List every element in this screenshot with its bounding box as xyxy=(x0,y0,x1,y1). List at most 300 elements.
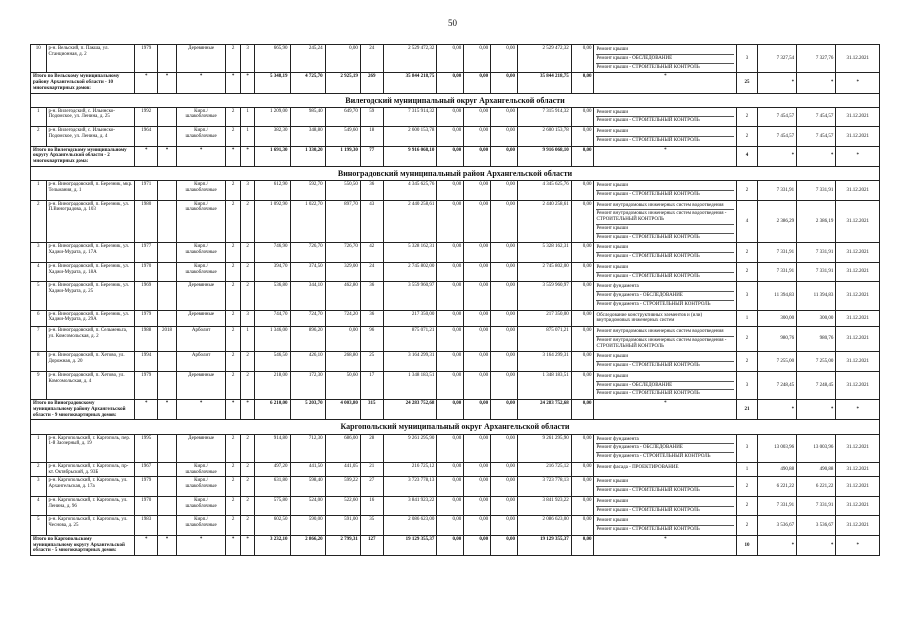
works-cell xyxy=(594,200,737,243)
q-cell: 3 xyxy=(737,45,758,73)
tot-cell: 3 841 923,22 xyxy=(383,496,437,516)
f5-cell: 0,00 xyxy=(571,352,594,372)
a-cell: 746,90 xyxy=(255,243,290,263)
dt-cell: 31.12.2021 xyxy=(836,127,880,147)
a-cell: 1 346,00 xyxy=(255,327,290,352)
total-s1-cell: * xyxy=(757,400,796,420)
total-works-cell: * xyxy=(594,535,737,555)
total-s2-cell: * xyxy=(797,146,836,166)
f3-cell: 0,00 xyxy=(491,200,518,243)
total-ppl-cell: 127 xyxy=(360,535,383,555)
total-f4-cell: 19 129 355,37 xyxy=(517,535,571,555)
table-row xyxy=(31,434,880,462)
fl-cell: 2 xyxy=(226,516,240,536)
total-y2-cell: * xyxy=(158,400,177,420)
q-cell: 1 xyxy=(737,310,758,327)
b-cell: 374,50 xyxy=(290,262,325,282)
total-f2-cell: 0,00 xyxy=(464,146,491,166)
f1-cell: 0,00 xyxy=(437,45,464,73)
work-item: Ремонт крыши - СТРОИТЕЛЬНЫЙ КОНТРОЛЬ xyxy=(596,191,700,197)
total-y1-cell: * xyxy=(135,535,158,555)
f4-cell: 2 440 258,61 xyxy=(517,200,571,243)
s1-cell: 7 331,91 xyxy=(757,262,796,282)
s2-cell: 7 331,91 xyxy=(797,262,836,282)
y2-cell xyxy=(158,127,177,147)
row-number-cell: 8 xyxy=(31,352,47,372)
total-dt-cell: * xyxy=(836,535,880,555)
f2-cell: 0,00 xyxy=(464,434,491,462)
mat-cell: Кирп./ шлакоблочные xyxy=(176,243,226,263)
f2-cell: 0,00 xyxy=(464,462,491,477)
table-row xyxy=(31,310,880,327)
f1-cell: 0,00 xyxy=(437,371,464,399)
f4-cell: 2 529 472,32 xyxy=(517,45,571,73)
y2-cell xyxy=(158,181,177,201)
q-cell: 2 xyxy=(737,496,758,516)
f3-cell: 0,00 xyxy=(491,327,518,352)
f1-cell: 0,00 xyxy=(437,462,464,477)
y1-cell: 1979 xyxy=(135,45,158,73)
fl-cell: 2 xyxy=(226,262,240,282)
address-cell: р-н. Каргопольский, г. Каргополь, ул. Ленина, д. 96 xyxy=(46,496,135,516)
fl-cell: 2 xyxy=(226,352,240,372)
ppl-cell: 43 xyxy=(360,200,383,243)
ppl-cell: 59 xyxy=(360,107,383,127)
b-cell: 344,10 xyxy=(290,282,325,310)
work-item: Ремонт крыши xyxy=(596,517,734,526)
works-cell xyxy=(594,477,737,497)
row-number-cell: 1 xyxy=(31,107,47,127)
f1-cell: 0,00 xyxy=(437,477,464,497)
total-f1-cell: 0,00 xyxy=(437,146,464,166)
table-row xyxy=(31,496,880,516)
total-f2-cell: 0,00 xyxy=(464,73,491,93)
f5-cell: 0,00 xyxy=(571,200,594,243)
work-item: Ремонт крыши xyxy=(596,498,734,507)
work-item: Ремонт крыши - СТРОИТЕЛЬНЫЙ КОНТРОЛЬ xyxy=(596,234,700,240)
c-cell: 549,60 xyxy=(325,127,360,147)
dt-cell: 31.12.2021 xyxy=(836,200,880,243)
works-cell xyxy=(594,516,737,536)
work-item: Ремонт внутридомовых инженерных систем водоотведения xyxy=(596,328,734,337)
tot-cell: 4 345 625,76 xyxy=(383,181,437,201)
work-item: Ремонт крыши - СТРОИТЕЛЬНЫЙ КОНТРОЛЬ xyxy=(596,254,700,260)
total-f5-cell: 0,00 xyxy=(571,146,594,166)
f4-cell: 2 745 802,00 xyxy=(517,262,571,282)
total-row xyxy=(31,73,880,93)
y1-cell: 1964 xyxy=(135,127,158,147)
b-cell: 441,50 xyxy=(290,462,325,477)
a-cell: 497,20 xyxy=(255,462,290,477)
y2-cell xyxy=(158,282,177,310)
page-number: 50 xyxy=(448,18,457,28)
f2-cell: 0,00 xyxy=(464,327,491,352)
total-y1-cell: * xyxy=(135,146,158,166)
total-f1-cell: 0,00 xyxy=(437,73,464,93)
a-cell: 575,80 xyxy=(255,496,290,516)
total-tot-cell: 19 129 355,37 xyxy=(383,535,437,555)
fl-cell: 2 xyxy=(226,434,240,462)
f2-cell: 0,00 xyxy=(464,107,491,127)
total-works-cell: * xyxy=(594,146,737,166)
address-cell: р-н. Виноградовский, п. Березник, ул. П.Виноградова, д. 103 xyxy=(46,200,135,243)
f4-cell: 3 164 299,31 xyxy=(517,352,571,372)
work-item: Ремонт фасада - ПРОЕКТИРОВАНИЕ xyxy=(596,464,679,470)
s1-cell: 7 454,57 xyxy=(757,127,796,147)
table-row xyxy=(31,327,880,352)
y2-cell xyxy=(158,200,177,243)
address-cell: р-н. Каргопольский, г. Каргополь, пер. 1-й Заозерный, д. 19 xyxy=(46,434,135,462)
mat-cell: Кирп./ шлакоблочные xyxy=(176,462,226,477)
c-cell: 550,50 xyxy=(325,181,360,201)
en-cell: 2 xyxy=(240,462,254,477)
en-cell: 2 xyxy=(240,282,254,310)
f5-cell: 0,00 xyxy=(571,496,594,516)
a-cell: 394,70 xyxy=(255,262,290,282)
work-item: Ремонт крыши xyxy=(596,225,734,234)
work-item: Ремонт крыши - СТРОИТЕЛЬНЫЙ КОНТРОЛЬ xyxy=(596,507,700,513)
en-cell: 2 xyxy=(240,496,254,516)
table-row xyxy=(31,200,880,243)
s1-cell: 11 394,83 xyxy=(757,282,796,310)
work-item: Ремонт крыши - СТРОИТЕЛЬНЫЙ КОНТРОЛЬ xyxy=(596,137,700,143)
work-item: Ремонт фундамента xyxy=(596,436,734,445)
total-f3-cell: 0,00 xyxy=(491,400,518,420)
address-cell: р-н. Виноградовский, п. Березник, ул. Хаджи-Мурата, д. 25 xyxy=(46,282,135,310)
f3-cell: 0,00 xyxy=(491,496,518,516)
total-q-cell: 4 xyxy=(737,146,758,166)
c-cell: 897,70 xyxy=(325,200,360,243)
b-cell: 712,30 xyxy=(290,434,325,462)
s2-cell: 7 248,45 xyxy=(797,371,836,399)
ppl-cell: 28 xyxy=(360,434,383,462)
s2-cell: 6 221,22 xyxy=(797,477,836,497)
f2-cell: 0,00 xyxy=(464,262,491,282)
y2-cell xyxy=(158,352,177,372)
f2-cell: 0,00 xyxy=(464,127,491,147)
ppl-cell: 36 xyxy=(360,282,383,310)
en-cell: 1 xyxy=(240,127,254,147)
address-cell: р-н. Вилегодский, с. Ильинско-Подомское, ул. Ленина, д. 4 xyxy=(46,127,135,147)
b-cell: 348,80 xyxy=(290,127,325,147)
total-fl-cell: * xyxy=(226,400,240,420)
y1-cell: 1970 xyxy=(135,262,158,282)
f4-cell: 875 071,21 xyxy=(517,327,571,352)
total-b-cell: 5 203,70 xyxy=(290,400,325,420)
work-item: Ремонт крыши xyxy=(596,244,734,253)
y1-cell: 1971 xyxy=(135,181,158,201)
dt-cell: 31.12.2021 xyxy=(836,45,880,73)
s2-cell: 2 386,19 xyxy=(797,200,836,243)
f2-cell: 0,00 xyxy=(464,496,491,516)
c-cell: 268,80 xyxy=(325,352,360,372)
en-cell: 2 xyxy=(240,243,254,263)
en-cell: 2 xyxy=(240,262,254,282)
total-en-cell: * xyxy=(240,535,254,555)
row-number-cell: 3 xyxy=(31,243,47,263)
total-en-cell: * xyxy=(240,146,254,166)
row-number-cell: 2 xyxy=(31,127,47,147)
f2-cell: 0,00 xyxy=(464,282,491,310)
work-item: Ремонт крыши xyxy=(596,264,734,273)
total-f4-cell: 35 844 218,75 xyxy=(517,73,571,93)
total-ppl-cell: 269 xyxy=(360,73,383,93)
en-cell: 2 xyxy=(240,200,254,243)
s2-cell: 7 454,57 xyxy=(797,107,836,127)
f5-cell: 0,00 xyxy=(571,371,594,399)
en-cell: 2 xyxy=(240,352,254,372)
total-s2-cell: * xyxy=(797,535,836,555)
f4-cell: 3 723 778,13 xyxy=(517,477,571,497)
a-cell: 631,80 xyxy=(255,477,290,497)
work-item: Ремонт крыши xyxy=(596,373,734,382)
total-b-cell: 2 866,20 xyxy=(290,535,325,555)
q-cell: 2 xyxy=(737,107,758,127)
work-item: Ремонт фундамента - ОБСЛЕДОВАНИЕ xyxy=(596,292,734,301)
dt-cell: 31.12.2021 xyxy=(836,477,880,497)
address-cell: р-н. Вельский, п. Пакша, ул. Станционная, д. 2 xyxy=(46,45,135,73)
works-cell xyxy=(594,45,737,73)
fl-cell: 2 xyxy=(226,181,240,201)
y1-cell: 1988 xyxy=(135,327,158,352)
total-mat-cell: * xyxy=(176,146,226,166)
ppl-cell: 24 xyxy=(360,45,383,73)
f5-cell: 0,00 xyxy=(571,516,594,536)
works-cell xyxy=(594,371,737,399)
address-cell: р-н. Каргопольский, г. Каргополь, пр-кт. Октябрьский, д. 93Б xyxy=(46,462,135,477)
address-cell: р-н. Каргопольский, г. Каргополь, ул. Архангельская, д. 17а xyxy=(46,477,135,497)
en-cell: 2 xyxy=(240,516,254,536)
works-cell xyxy=(594,282,737,310)
f5-cell: 0,00 xyxy=(571,282,594,310)
row-number-cell: 1 xyxy=(31,434,47,462)
total-en-cell: * xyxy=(240,400,254,420)
section-title: Виноградовский муниципальный район Архангельской области xyxy=(31,166,880,180)
total-q-cell: 10 xyxy=(737,535,758,555)
f2-cell: 0,00 xyxy=(464,181,491,201)
total-label: Итого по Каргопольскому муниципальному округу Архангельской области - 5 многоквартирных домов: xyxy=(31,535,135,555)
y1-cell: 1967 xyxy=(135,462,158,477)
works-cell xyxy=(594,181,737,201)
dt-cell: 31.12.2021 xyxy=(836,352,880,372)
total-en-cell: * xyxy=(240,73,254,93)
q-cell: 2 xyxy=(737,352,758,372)
row-number-cell: 1 xyxy=(31,181,47,201)
f4-cell: 217 350,00 xyxy=(517,310,571,327)
f4-cell: 9 261 295,90 xyxy=(517,434,571,462)
table-row xyxy=(31,352,880,372)
en-cell: 3 xyxy=(240,181,254,201)
en-cell: 2 xyxy=(240,371,254,399)
dt-cell: 31.12.2021 xyxy=(836,310,880,327)
total-ppl-cell: 77 xyxy=(360,146,383,166)
f2-cell: 0,00 xyxy=(464,243,491,263)
works-cell xyxy=(594,243,737,263)
y2-cell xyxy=(158,516,177,536)
s1-cell: 7 454,57 xyxy=(757,107,796,127)
total-y2-cell: * xyxy=(158,73,177,93)
mat-cell: Деревянные xyxy=(176,282,226,310)
table-row xyxy=(31,127,880,147)
f4-cell: 3 559 960,97 xyxy=(517,282,571,310)
f5-cell: 0,00 xyxy=(571,243,594,263)
row-number-cell: 2 xyxy=(31,462,47,477)
total-row xyxy=(31,400,880,420)
mat-cell: Кирп./ шлакоблочные xyxy=(176,181,226,201)
work-item: Ремонт фундамента xyxy=(596,283,734,292)
total-a-cell: 3 232,10 xyxy=(255,535,290,555)
total-fl-cell: * xyxy=(226,535,240,555)
total-tot-cell: 35 844 218,75 xyxy=(383,73,437,93)
total-c-cell: 4 003,80 xyxy=(325,400,360,420)
total-s1-cell: * xyxy=(757,73,796,93)
row-number-cell: 7 xyxy=(31,327,47,352)
a-cell: 546,50 xyxy=(255,352,290,372)
en-cell: 3 xyxy=(240,310,254,327)
total-label: Итого по Вилегодскому муниципальному округу Архангельской области - 2 многоквартирных дома: xyxy=(31,146,135,166)
f3-cell: 0,00 xyxy=(491,516,518,536)
f2-cell: 0,00 xyxy=(464,200,491,243)
s1-cell: 7 255,00 xyxy=(757,352,796,372)
total-s1-cell: * xyxy=(757,535,796,555)
y1-cell: 1977 xyxy=(135,243,158,263)
work-item: Ремонт крыши xyxy=(596,46,734,55)
b-cell: 590,00 xyxy=(290,516,325,536)
work-item: Ремонт крыши - СТРОИТЕЛЬНЫЙ КОНТРОЛЬ xyxy=(596,527,700,533)
table-row xyxy=(31,282,880,310)
c-cell: 686,00 xyxy=(325,434,360,462)
q-cell: 2 xyxy=(737,327,758,352)
s2-cell: 7 331,91 xyxy=(797,181,836,201)
dt-cell: 31.12.2021 xyxy=(836,496,880,516)
c-cell: 0,00 xyxy=(325,45,360,73)
dt-cell: 31.12.2021 xyxy=(836,434,880,462)
s1-cell: 2 386,29 xyxy=(757,200,796,243)
s1-cell: 6 221,22 xyxy=(757,477,796,497)
table-row xyxy=(31,477,880,497)
tot-cell: 3 723 778,13 xyxy=(383,477,437,497)
row-number-cell: 6 xyxy=(31,310,47,327)
row-number-cell: 4 xyxy=(31,496,47,516)
ppl-cell: 25 xyxy=(360,352,383,372)
c-cell: 441,05 xyxy=(325,462,360,477)
total-f1-cell: 0,00 xyxy=(437,400,464,420)
s1-cell: 300,00 xyxy=(757,310,796,327)
ppl-cell: 27 xyxy=(360,477,383,497)
b-cell: 172,30 xyxy=(290,371,325,399)
work-item: Ремонт крыши - СТРОИТЕЛЬНЫЙ КОНТРОЛЬ xyxy=(596,273,700,279)
c-cell: 726,70 xyxy=(325,243,360,263)
q-cell: 2 xyxy=(737,477,758,497)
f4-cell: 2 600 153,78 xyxy=(517,127,571,147)
f4-cell: 1 348 183,51 xyxy=(517,371,571,399)
a-cell: 602,50 xyxy=(255,516,290,536)
work-item: Ремонт крыши - ОБСЛЕДОВАНИЕ xyxy=(596,55,734,64)
c-cell: 522,60 xyxy=(325,496,360,516)
section-header-row xyxy=(31,93,880,107)
total-dt-cell: * xyxy=(836,400,880,420)
work-item: Ремонт фундамента - СТРОИТЕЛЬНЫЙ КОНТРОЛЬ xyxy=(596,454,711,460)
ppl-cell: 36 xyxy=(360,310,383,327)
total-f4-cell: 24 283 752,68 xyxy=(517,400,571,420)
s1-cell: 3 536,67 xyxy=(757,516,796,536)
fl-cell: 2 xyxy=(226,310,240,327)
mat-cell: Деревянные xyxy=(176,310,226,327)
address-cell: р-н. Вилегодский, с. Ильинско-Подомское, ул. Ленина, д. 25 xyxy=(46,107,135,127)
b-cell: 598,40 xyxy=(290,477,325,497)
fl-cell: 2 xyxy=(226,107,240,127)
y2-cell xyxy=(158,496,177,516)
c-cell: 462,80 xyxy=(325,282,360,310)
total-row xyxy=(31,535,880,555)
ppl-cell: 35 xyxy=(360,516,383,536)
total-label: Итого по Виноградовскому муниципальному району Архангельской области - 9 многоквартирных домов: xyxy=(31,400,135,420)
b-cell: 985,40 xyxy=(290,107,325,127)
en-cell: 3 xyxy=(240,45,254,73)
f3-cell: 0,00 xyxy=(491,243,518,263)
table-row xyxy=(31,462,880,477)
total-y1-cell: * xyxy=(135,400,158,420)
en-cell: 1 xyxy=(240,327,254,352)
works-cell xyxy=(594,310,737,327)
f4-cell: 7 315 914,32 xyxy=(517,107,571,127)
address-cell: р-н. Виноградовский, п. Березник, ул. Хаджи-Мурата, д. 29А xyxy=(46,310,135,327)
f2-cell: 0,00 xyxy=(464,371,491,399)
mat-cell: Деревянные xyxy=(176,371,226,399)
s2-cell: 7 454,57 xyxy=(797,127,836,147)
b-cell: 896,20 xyxy=(290,327,325,352)
mat-cell: Кирп./ шлакоблочные xyxy=(176,496,226,516)
total-works-cell: * xyxy=(594,73,737,93)
work-item: Ремонт крыши xyxy=(596,109,734,118)
fl-cell: 2 xyxy=(226,462,240,477)
ppl-cell: 42 xyxy=(360,243,383,263)
total-s2-cell: * xyxy=(797,73,836,93)
work-item: Обследование конструктивных элементов и (или) внутридомовых инженерных систем xyxy=(596,312,703,324)
f2-cell: 0,00 xyxy=(464,352,491,372)
total-y1-cell: * xyxy=(135,73,158,93)
total-y2-cell: * xyxy=(158,146,177,166)
total-f5-cell: 0,00 xyxy=(571,535,594,555)
y2-cell xyxy=(158,371,177,399)
work-item: Ремонт внутридомовых инженерных систем водоотведения - СТРОИТЕЛЬНЫЙ КОНТРОЛЬ xyxy=(596,337,727,349)
total-f4-cell: 9 916 068,10 xyxy=(517,146,571,166)
total-b-cell: 1 330,20 xyxy=(290,146,325,166)
s2-cell: 13 003,96 xyxy=(797,434,836,462)
c-cell: 0,00 xyxy=(325,327,360,352)
f5-cell: 0,00 xyxy=(571,127,594,147)
section-title: Каргопольский муниципальный округ Архангельской области xyxy=(31,420,880,434)
y1-cell: 1983 xyxy=(135,516,158,536)
total-s1-cell: * xyxy=(757,146,796,166)
f2-cell: 0,00 xyxy=(464,45,491,73)
address-cell: р-н. Виноградовский, п. Хетово, ул. Дорожная, д. 20 xyxy=(46,352,135,372)
s2-cell: 980,76 xyxy=(797,327,836,352)
f4-cell: 5 328 162,31 xyxy=(517,243,571,263)
work-item: Ремонт крыши - СТРОИТЕЛЬНЫЙ КОНТРОЛЬ xyxy=(596,118,700,124)
total-c-cell: 1 199,30 xyxy=(325,146,360,166)
c-cell: 724,20 xyxy=(325,310,360,327)
y2-cell xyxy=(158,45,177,73)
total-f1-cell: 0,00 xyxy=(437,535,464,555)
fl-cell: 2 xyxy=(226,127,240,147)
work-item: Ремонт фундамента - ОБСЛЕДОВАНИЕ xyxy=(596,444,734,453)
s1-cell: 7 248,45 xyxy=(757,371,796,399)
work-item: Ремонт крыши - СТРОИТЕЛЬНЫЙ КОНТРОЛЬ xyxy=(596,64,700,70)
y2-cell xyxy=(158,477,177,497)
mat-cell: Арболит xyxy=(176,352,226,372)
work-item: Ремонт крыши xyxy=(596,182,734,191)
